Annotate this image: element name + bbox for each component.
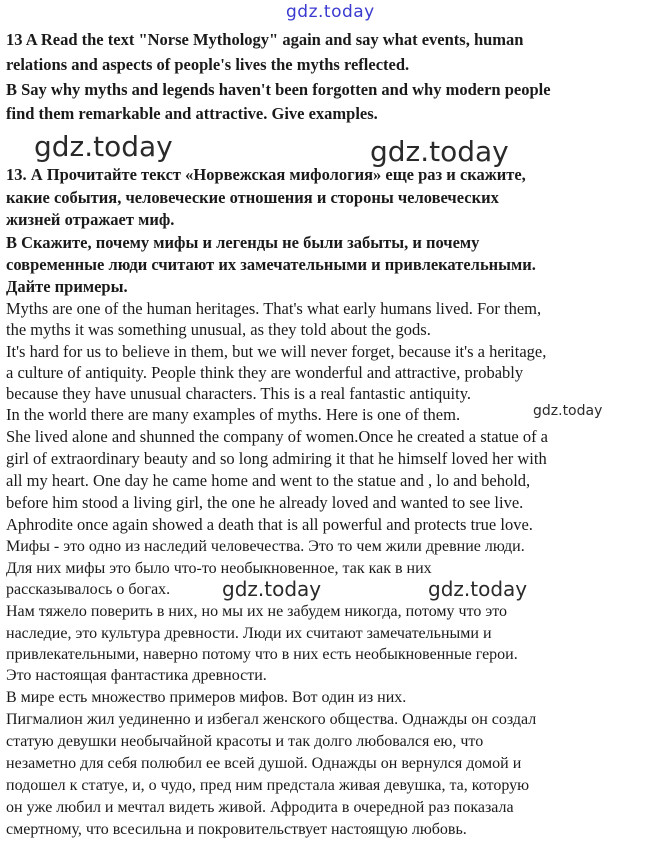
answer-ru-line: он уже любил и мечтал видеть живой. Афродита в очередной раз показала (6, 799, 514, 816)
answer-ru-line: статую девушки необычайной красоты и так долго любовался ею, что (6, 733, 484, 750)
watermark-top: gdz.today (286, 2, 375, 22)
watermark-mid-left: gdz.today (222, 577, 322, 601)
answer-en-line: the myths it was something unusual, as they told about the gods. (6, 320, 431, 339)
watermark-mid-right: gdz.today (428, 577, 528, 601)
answer-en-line: all my heart. One day he came home and went to the statue and , lo and behold, (6, 471, 531, 490)
answer-en-line: before him stood a living girl, the one he already loved and wanted to see live. (6, 493, 524, 512)
task-en-line: relations and aspects of people's lives the myths reflected. (6, 55, 410, 74)
task-ru-line: жизней отражает миф. (6, 210, 175, 229)
answer-ru-line: Это настоящая фантастика древности. (6, 667, 267, 684)
task-en-line: B Say why myths and legends haven't been forgotten and why modern people (6, 80, 551, 99)
watermark-right: gdz.today (370, 135, 509, 168)
answer-ru-line: наследие, это культура древности. Люди их считают замечательными и (6, 625, 492, 642)
task-ru-line: В Скажите, почему мифы и легенды не были забыты, и почему (6, 233, 480, 252)
task-ru-line: 13. А Прочитайте текст «Норвежская мифология» еще раз и скажите, (6, 165, 526, 184)
task-ru-line: Дайте примеры. (6, 277, 128, 296)
answer-ru-line: Для них мифы это было что-то необыкновенное, так как в них (6, 560, 432, 577)
watermark-inline: gdz.today (533, 403, 603, 419)
answer-ru-line: Мифы - это одно из наследий человечества. Это то чем жили древние люди. (6, 538, 525, 555)
task-ru-line: какие события, человеческие отношения и стороны человеческих (6, 188, 499, 207)
answer-en-line: girl of extraordinary beauty and so long admiring it that he himself loved her with (6, 449, 547, 468)
answer-ru-line: рассказывалось о богах. (6, 581, 171, 598)
answer-en-line: She lived alone and shunned the company of women.Once he created a statue of a (6, 427, 549, 446)
task-en-line: 13 A Read the text "Norse Mythology" again and say what events, human (6, 30, 524, 49)
answer-en-line: because they have unusual characters. This is a real fantastic antiquity. (6, 384, 472, 403)
answer-en-line: It's hard for us to believe in them, but we will never forget, because it's a heritage, (6, 342, 547, 361)
task-ru-line: современные люди считают их замечательными и привлекательными. (6, 255, 536, 274)
answer-ru-line: подошел к статуе, и, о чудо, пред ним предстала живая девушка, та, которую (6, 777, 530, 794)
answer-ru-line: Пигмалион жил уединенно и избегал женского общества. Однажды он создал (6, 711, 537, 728)
answer-ru-line: привлекательными, наверно потому что в них есть необыкновенные герои. (6, 646, 518, 663)
answer-ru-line: В мире есть множество примеров мифов. Вот один из них. (6, 689, 407, 706)
answer-en-line: Aphrodite once again showed a death that is all powerful and protects true love. (6, 515, 533, 534)
task-en-line: find them remarkable and attractive. Give examples. (6, 104, 378, 123)
answer-ru-line: Нам тяжело поверить в них, но мы их не забудем никогда, потому что это (6, 603, 508, 620)
answer-en-line: In the world there are many examples of myths. Here is one of them. (6, 405, 461, 424)
answer-ru-line: незаметно для себя полюбил ее всей душой. Однажды он вернулся домой и (6, 755, 522, 772)
watermark-left: gdz.today (34, 130, 173, 163)
answer-ru-line: смертному, что всесильна и покровительствует настоящую любовь. (6, 821, 467, 838)
answer-en-line: Myths are one of the human heritages. That's what early humans lived. For them, (6, 299, 542, 318)
answer-en-line: a culture of antiquity. People think they are wonderful and attractive, probably (6, 363, 524, 382)
